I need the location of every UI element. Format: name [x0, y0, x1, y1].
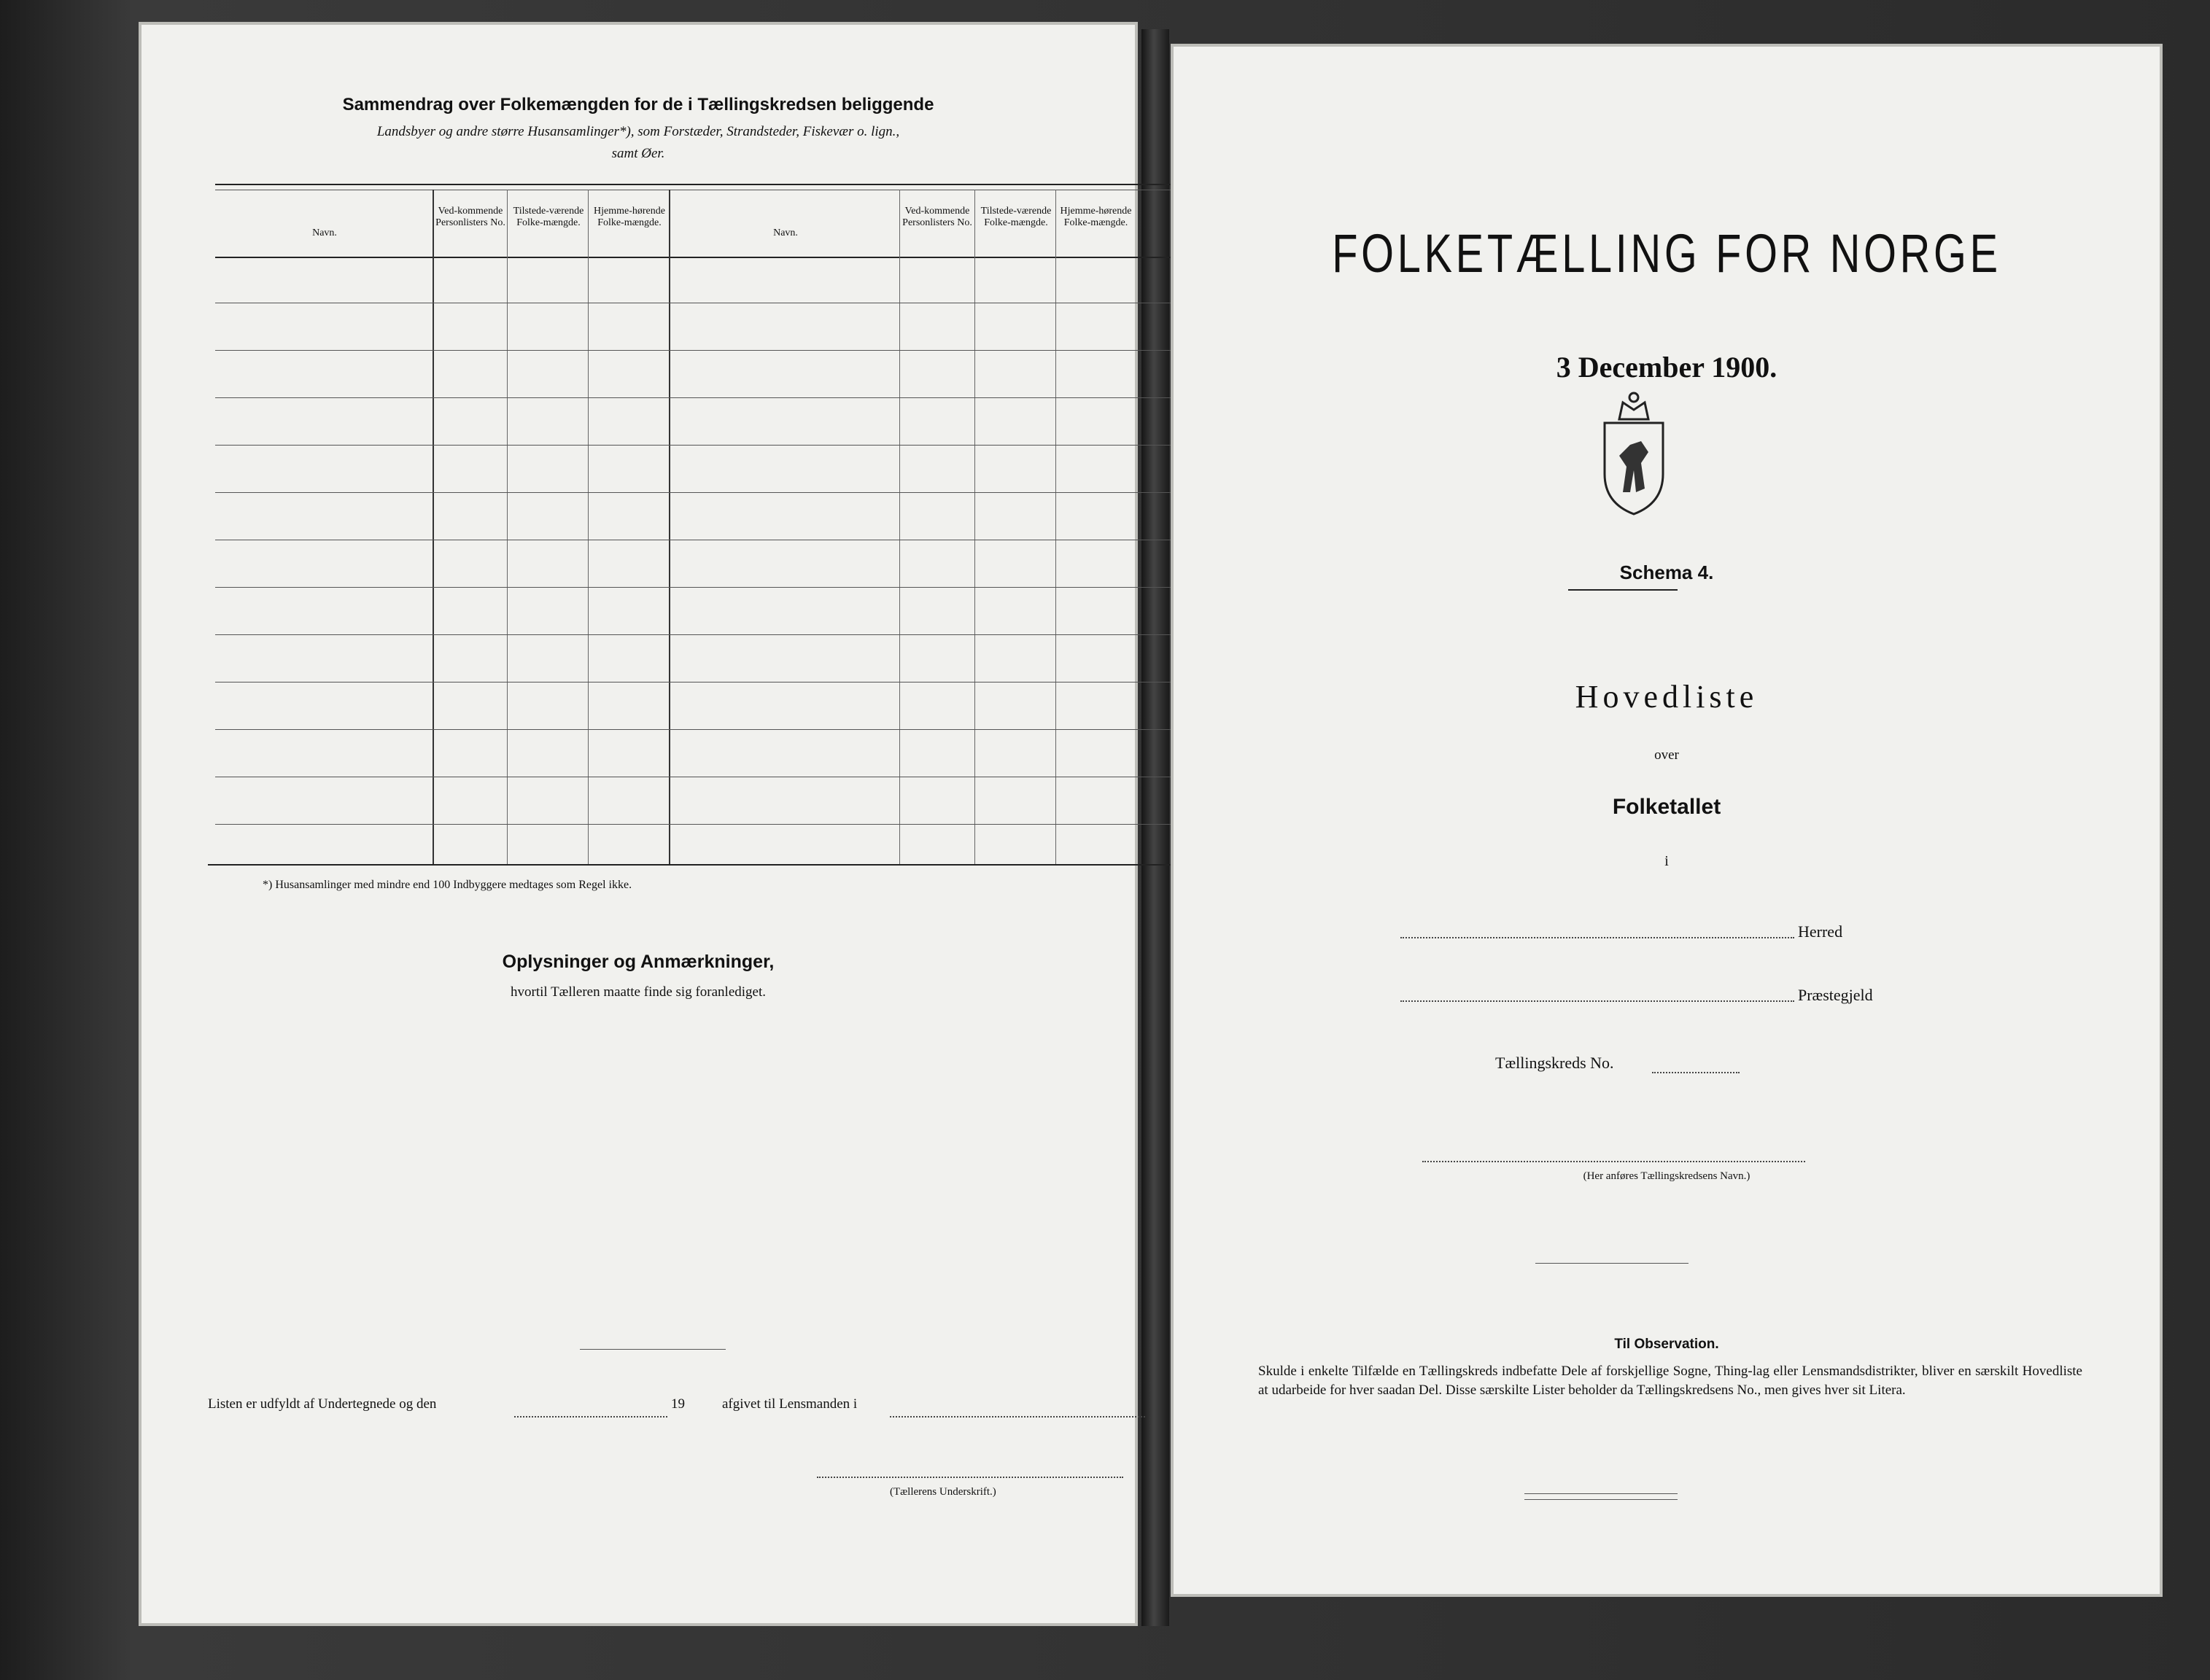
- col-personlister-1: Ved-kommende Personlisters No.: [435, 206, 505, 228]
- remarks-subtitle: hvortil Tælleren maatte finde sig foranlediget.: [511, 984, 766, 1000]
- kreds-no-label: Tællingskreds No.: [1495, 1054, 1614, 1072]
- remarks-title: Oplysninger og Anmærkninger,: [502, 952, 775, 972]
- col-personlister-2: Ved-kommende Personlisters No.: [902, 206, 972, 228]
- norwegian-lion-crest-icon: [1594, 386, 1674, 518]
- col-hjemme-2: Hjemme-hørende Folke-mængde.: [1060, 206, 1132, 228]
- right-page: [1171, 44, 2163, 1597]
- kreds-name-caption: (Her anføres Tællingskredsens Navn.): [1583, 1170, 1750, 1182]
- over-label: over: [1654, 747, 1679, 763]
- col-hjemme-1: Hjemme-hørende Folke-mængde.: [594, 206, 665, 228]
- i-label: i: [1664, 853, 1669, 869]
- summary-subtitle-2: samt Øer.: [611, 146, 665, 161]
- signature-caption: (Tællerens Underskrift.): [890, 1486, 996, 1498]
- sign-line-lensmand: afgivet til Lensmanden i: [722, 1396, 858, 1412]
- col-tilstede-1: Tilstede-værende Folke-mængde.: [513, 206, 584, 228]
- sign-line-year: 19: [671, 1396, 685, 1412]
- footnote: *) Husansamlinger med mindre end 100 Indbyggere medtages som Regel ikke.: [263, 879, 632, 891]
- col-navn-1: Navn.: [312, 228, 337, 238]
- census-date: 3 December 1900.: [1556, 351, 1777, 384]
- herred-label: Herred: [1798, 922, 1843, 941]
- observation-title: Til Observation.: [1614, 1337, 1719, 1352]
- observation-text: Skulde i enkelte Tilfælde en Tællingskreds indbefatte Dele af forskjellige Sogne, Thing-lag eller Lensmandsdistrikter, bliver en særskilt Hovedliste at udarbeide for hver saadan Del. Disse særskilte Lister beholder da Tællingskredsens No., men gives hver sit Litera.: [1258, 1364, 2082, 1398]
- summary-title: Sammendrag over Folkemængden for de i Tællingskredsen beliggende: [342, 95, 934, 114]
- summary-subtitle: Landsbyer og andre større Husansamlinger*), som Forstæder, Strandsteder, Fiskevær o. lign.,: [376, 124, 900, 139]
- left-page: [139, 22, 1138, 1626]
- folketallet-label: Folketallet: [1612, 795, 1721, 819]
- document-title: FOLKETÆLLING FOR NORGE: [1332, 223, 2001, 284]
- col-navn-2: Navn.: [773, 228, 798, 238]
- sign-line-text: Listen er udfyldt af Undertegnede og den: [208, 1396, 437, 1412]
- praestegjeld-label: Præstegjeld: [1798, 986, 1873, 1004]
- schema-label: Schema 4.: [1619, 561, 1714, 583]
- hovedliste-heading: Hovedliste: [1575, 679, 1759, 715]
- col-tilstede-2: Tilstede-værende Folke-mængde.: [980, 206, 1052, 228]
- book-fold: [1141, 29, 1169, 1626]
